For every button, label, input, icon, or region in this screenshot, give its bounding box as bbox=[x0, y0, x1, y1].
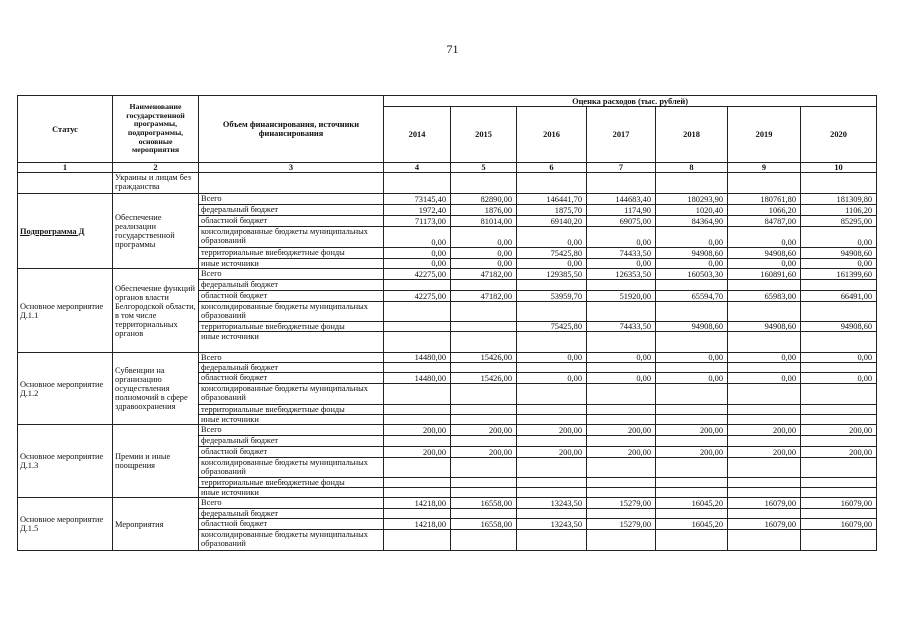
value-cell: 0,00 bbox=[801, 227, 877, 248]
value-cell bbox=[451, 322, 517, 332]
source-label: территориальные внебюджетные фонды bbox=[199, 405, 384, 415]
value-cell: 0,00 bbox=[517, 259, 587, 269]
column-number-9: 10 bbox=[801, 163, 877, 173]
column-number-4: 5 bbox=[451, 163, 517, 173]
value-cell: 0,00 bbox=[801, 353, 877, 363]
value-cell: 74433,50 bbox=[587, 322, 656, 332]
value-cell bbox=[656, 384, 728, 405]
value-cell bbox=[587, 458, 656, 478]
source-label: консолидированные бюджеты муниципальных образований bbox=[199, 302, 384, 322]
column-number-5: 6 bbox=[517, 163, 587, 173]
value-cell: 161399,60 bbox=[801, 269, 877, 280]
value-cell bbox=[801, 458, 877, 478]
column-number-6: 7 bbox=[587, 163, 656, 173]
value-cell bbox=[384, 478, 451, 488]
value-cell bbox=[656, 458, 728, 478]
value-cell bbox=[587, 405, 656, 415]
value-cell: 180293,90 bbox=[656, 194, 728, 205]
value-cell: 65983,00 bbox=[728, 291, 801, 302]
value-cell bbox=[451, 509, 517, 519]
source-label: областной бюджет bbox=[199, 373, 384, 384]
value-cell: 200,00 bbox=[517, 447, 587, 458]
value-cell bbox=[517, 363, 587, 373]
table-row bbox=[18, 269, 877, 280]
source-label: иные источники bbox=[199, 332, 384, 353]
value-cell bbox=[587, 530, 656, 551]
value-cell bbox=[801, 332, 877, 353]
value-cell: 81014,00 bbox=[451, 216, 517, 227]
value-cell bbox=[451, 458, 517, 478]
column-number-1: 2 bbox=[113, 163, 199, 173]
source-label: консолидированные бюджеты муниципальных образований bbox=[199, 458, 384, 478]
value-cell bbox=[517, 478, 587, 488]
value-cell bbox=[451, 384, 517, 405]
value-cell: 160503,30 bbox=[656, 269, 728, 280]
value-cell: 74433,50 bbox=[587, 248, 656, 259]
source-label: Всего bbox=[199, 269, 384, 280]
header-volume: Объем финансирования, источники финансирования bbox=[199, 96, 384, 163]
value-cell bbox=[656, 509, 728, 519]
value-cell: 0,00 bbox=[384, 227, 451, 248]
value-cell: 0,00 bbox=[656, 373, 728, 384]
value-cell: 0,00 bbox=[451, 227, 517, 248]
value-cell bbox=[517, 415, 587, 425]
value-cell bbox=[728, 509, 801, 519]
value-cell: 65594,70 bbox=[656, 291, 728, 302]
value-cell bbox=[728, 332, 801, 353]
value-cell: 0,00 bbox=[801, 373, 877, 384]
value-cell: 47182,00 bbox=[451, 269, 517, 280]
value-cell bbox=[451, 415, 517, 425]
value-cell: 1106,20 bbox=[801, 205, 877, 216]
expenditure-table bbox=[17, 95, 877, 551]
value-cell bbox=[656, 478, 728, 488]
value-cell bbox=[384, 488, 451, 498]
value-cell bbox=[517, 509, 587, 519]
value-cell: 0,00 bbox=[384, 259, 451, 269]
value-cell: 16045,20 bbox=[656, 519, 728, 530]
value-cell: 0,00 bbox=[587, 373, 656, 384]
source-label: Всего bbox=[199, 498, 384, 509]
value-cell bbox=[451, 530, 517, 551]
value-cell: 84787,00 bbox=[728, 216, 801, 227]
value-cell: 14480,00 bbox=[384, 373, 451, 384]
source-label: областной бюджет bbox=[199, 216, 384, 227]
source-label: иные источники bbox=[199, 488, 384, 498]
value-cell: 200,00 bbox=[451, 447, 517, 458]
value-cell: 94908,60 bbox=[801, 248, 877, 259]
value-cell bbox=[384, 509, 451, 519]
value-cell: 0,00 bbox=[728, 227, 801, 248]
value-cell bbox=[451, 488, 517, 498]
source-label: федеральный бюджет bbox=[199, 509, 384, 519]
value-cell: 200,00 bbox=[587, 447, 656, 458]
value-cell bbox=[384, 363, 451, 373]
value-cell: 0,00 bbox=[728, 259, 801, 269]
value-cell: 14480,00 bbox=[384, 353, 451, 363]
column-number-0: 1 bbox=[18, 163, 113, 173]
value-cell bbox=[728, 488, 801, 498]
value-cell: 16045,20 bbox=[656, 498, 728, 509]
value-cell: 0,00 bbox=[728, 353, 801, 363]
value-cell: 14218,00 bbox=[384, 519, 451, 530]
source-label: консолидированные бюджеты муниципальных образований bbox=[199, 384, 384, 405]
value-cell: 0,00 bbox=[728, 373, 801, 384]
value-cell bbox=[587, 332, 656, 353]
value-cell bbox=[587, 436, 656, 447]
value-cell bbox=[656, 415, 728, 425]
value-cell bbox=[451, 280, 517, 291]
value-cell bbox=[801, 384, 877, 405]
value-cell bbox=[801, 488, 877, 498]
value-cell bbox=[801, 302, 877, 322]
table-row bbox=[18, 194, 877, 205]
block-name: Субвенции на организацию осуществления полномочий в сфере здравоохранения bbox=[113, 353, 199, 425]
value-cell: 0,00 bbox=[656, 353, 728, 363]
year-header-3: 2017 bbox=[587, 107, 656, 163]
value-cell: 0,00 bbox=[517, 373, 587, 384]
value-cell: 200,00 bbox=[801, 447, 877, 458]
value-cell bbox=[451, 302, 517, 322]
block-status: Основное мероприятие Д.1.1 bbox=[18, 269, 113, 353]
value-cell bbox=[728, 478, 801, 488]
block-name: Обеспечение реализации государственной программы bbox=[113, 194, 199, 269]
value-cell bbox=[728, 405, 801, 415]
value-cell: 94908,60 bbox=[801, 322, 877, 332]
value-cell: 0,00 bbox=[517, 227, 587, 248]
value-cell: 146441,70 bbox=[517, 194, 587, 205]
value-cell: 200,00 bbox=[384, 425, 451, 436]
source-label: территориальные внебюджетные фонды bbox=[199, 478, 384, 488]
value-cell bbox=[656, 436, 728, 447]
value-cell bbox=[656, 280, 728, 291]
value-cell: 42275,00 bbox=[384, 291, 451, 302]
value-cell: 16079,00 bbox=[728, 519, 801, 530]
value-cell bbox=[728, 415, 801, 425]
value-cell: 1972,40 bbox=[384, 205, 451, 216]
value-cell: 0,00 bbox=[451, 248, 517, 259]
value-cell: 200,00 bbox=[451, 425, 517, 436]
source-label: консолидированные бюджеты муниципальных образований bbox=[199, 530, 384, 551]
header-name: Наименование государственной программы, подпрограммы, основные мероприятия bbox=[113, 96, 199, 163]
value-cell: 0,00 bbox=[517, 353, 587, 363]
source-label: территориальные внебюджетные фонды bbox=[199, 322, 384, 332]
header-status: Статус bbox=[18, 96, 113, 163]
value-cell bbox=[587, 415, 656, 425]
block-status: Основное мероприятие Д.1.5 bbox=[18, 498, 113, 551]
value-cell: 75425,80 bbox=[517, 322, 587, 332]
source-label: Всего bbox=[199, 425, 384, 436]
value-cell: 181309,80 bbox=[801, 194, 877, 205]
value-cell: 200,00 bbox=[728, 447, 801, 458]
value-cell: 200,00 bbox=[517, 425, 587, 436]
value-cell bbox=[656, 405, 728, 415]
value-cell bbox=[728, 280, 801, 291]
value-cell bbox=[517, 458, 587, 478]
value-cell bbox=[517, 488, 587, 498]
value-cell: 200,00 bbox=[656, 447, 728, 458]
column-number-2: 3 bbox=[199, 163, 384, 173]
value-cell bbox=[587, 488, 656, 498]
value-cell bbox=[728, 384, 801, 405]
value-cell bbox=[451, 363, 517, 373]
table-row bbox=[18, 353, 877, 363]
value-cell bbox=[587, 509, 656, 519]
value-cell: 13243,50 bbox=[517, 519, 587, 530]
value-cell bbox=[451, 478, 517, 488]
value-cell: 16558,00 bbox=[451, 498, 517, 509]
value-cell: 66491,00 bbox=[801, 291, 877, 302]
source-label: иные источники bbox=[199, 415, 384, 425]
value-cell bbox=[801, 415, 877, 425]
source-label: территориальные внебюджетные фонды bbox=[199, 248, 384, 259]
value-cell bbox=[728, 436, 801, 447]
value-cell: 13243,50 bbox=[517, 498, 587, 509]
value-cell bbox=[384, 415, 451, 425]
value-cell: 94908,60 bbox=[656, 322, 728, 332]
value-cell: 51920,00 bbox=[587, 291, 656, 302]
block-name: Обеспечение функций органов власти Белгородской области, в том числе территориальных органов bbox=[113, 269, 199, 353]
source-label: областной бюджет bbox=[199, 519, 384, 530]
source-label: консолидированные бюджеты муниципальных образований bbox=[199, 227, 384, 248]
value-cell bbox=[587, 363, 656, 373]
value-cell: 200,00 bbox=[384, 447, 451, 458]
year-header-4: 2018 bbox=[656, 107, 728, 163]
value-cell bbox=[801, 530, 877, 551]
source-label: Всего bbox=[199, 194, 384, 205]
value-cell bbox=[801, 405, 877, 415]
block-status: Основное мероприятие Д.1.3 bbox=[18, 425, 113, 498]
value-cell bbox=[656, 530, 728, 551]
value-cell bbox=[656, 302, 728, 322]
value-cell: 94908,60 bbox=[728, 248, 801, 259]
value-cell bbox=[384, 302, 451, 322]
value-cell: 84364,90 bbox=[656, 216, 728, 227]
value-cell bbox=[801, 478, 877, 488]
value-cell: 126353,50 bbox=[587, 269, 656, 280]
column-number-8: 9 bbox=[728, 163, 801, 173]
value-cell: 14218,00 bbox=[384, 498, 451, 509]
value-cell bbox=[587, 280, 656, 291]
source-label: федеральный бюджет bbox=[199, 363, 384, 373]
page-number: 71 bbox=[446, 42, 459, 56]
value-cell: 0,00 bbox=[656, 227, 728, 248]
value-cell: 1875,70 bbox=[517, 205, 587, 216]
value-cell: 73145,40 bbox=[384, 194, 451, 205]
value-cell: 42275,00 bbox=[384, 269, 451, 280]
value-cell bbox=[384, 332, 451, 353]
value-cell: 47182,00 bbox=[451, 291, 517, 302]
source-label: Всего bbox=[199, 353, 384, 363]
value-cell bbox=[801, 280, 877, 291]
value-cell bbox=[517, 405, 587, 415]
value-cell bbox=[384, 458, 451, 478]
value-cell bbox=[517, 332, 587, 353]
value-cell: 75425,80 bbox=[517, 248, 587, 259]
value-cell: 15426,00 bbox=[451, 373, 517, 384]
value-cell: 16079,00 bbox=[801, 498, 877, 509]
source-label: федеральный бюджет bbox=[199, 205, 384, 216]
value-cell: 1066,20 bbox=[728, 205, 801, 216]
table-row bbox=[18, 498, 877, 509]
value-cell: 0,00 bbox=[587, 259, 656, 269]
value-cell: 129385,50 bbox=[517, 269, 587, 280]
source-label: областной бюджет bbox=[199, 291, 384, 302]
table-row bbox=[18, 425, 877, 436]
value-cell: 16079,00 bbox=[728, 498, 801, 509]
year-header-5: 2019 bbox=[728, 107, 801, 163]
value-cell bbox=[587, 384, 656, 405]
value-cell bbox=[384, 280, 451, 291]
value-cell bbox=[656, 488, 728, 498]
value-cell: 0,00 bbox=[656, 259, 728, 269]
value-cell bbox=[384, 405, 451, 415]
value-cell bbox=[517, 302, 587, 322]
header-estimate: Оценка расходов (тыс. рублей) bbox=[384, 96, 877, 107]
value-cell: 160891,60 bbox=[728, 269, 801, 280]
value-cell bbox=[451, 332, 517, 353]
value-cell: 180761,80 bbox=[728, 194, 801, 205]
value-cell: 0,00 bbox=[587, 353, 656, 363]
cont-name: Украины и лицам без гражданства bbox=[113, 173, 199, 194]
value-cell bbox=[801, 436, 877, 447]
value-cell: 71173,00 bbox=[384, 216, 451, 227]
block-name: Мероприятия bbox=[113, 498, 199, 551]
value-cell: 85295,00 bbox=[801, 216, 877, 227]
value-cell bbox=[656, 332, 728, 353]
value-cell bbox=[587, 302, 656, 322]
value-cell bbox=[451, 405, 517, 415]
value-cell: 1020,40 bbox=[656, 205, 728, 216]
column-number-7: 8 bbox=[656, 163, 728, 173]
value-cell bbox=[451, 436, 517, 447]
cont-status bbox=[18, 173, 113, 194]
year-header-2: 2016 bbox=[517, 107, 587, 163]
value-cell bbox=[517, 280, 587, 291]
value-cell bbox=[384, 436, 451, 447]
value-cell: 0,00 bbox=[587, 227, 656, 248]
source-label: областной бюджет bbox=[199, 447, 384, 458]
value-cell bbox=[517, 530, 587, 551]
value-cell bbox=[384, 384, 451, 405]
value-cell: 53959,70 bbox=[517, 291, 587, 302]
value-cell: 15426,00 bbox=[451, 353, 517, 363]
source-label: федеральный бюджет bbox=[199, 436, 384, 447]
year-header-1: 2015 bbox=[451, 107, 517, 163]
column-number-3: 4 bbox=[384, 163, 451, 173]
value-cell: 0,00 bbox=[801, 259, 877, 269]
value-cell: 0,00 bbox=[451, 259, 517, 269]
value-cell: 200,00 bbox=[728, 425, 801, 436]
value-cell: 94908,60 bbox=[728, 322, 801, 332]
value-cell: 200,00 bbox=[656, 425, 728, 436]
value-cell bbox=[728, 363, 801, 373]
value-cell: 69140,20 bbox=[517, 216, 587, 227]
block-status: Основное мероприятие Д.1.2 bbox=[18, 353, 113, 425]
value-cell bbox=[728, 302, 801, 322]
year-header-6: 2020 bbox=[801, 107, 877, 163]
value-cell: 69075,00 bbox=[587, 216, 656, 227]
value-cell: 16558,00 bbox=[451, 519, 517, 530]
value-cell bbox=[801, 363, 877, 373]
value-cell bbox=[801, 509, 877, 519]
value-cell: 94908,60 bbox=[656, 248, 728, 259]
value-cell: 200,00 bbox=[587, 425, 656, 436]
value-cell bbox=[656, 363, 728, 373]
source-label: федеральный бюджет bbox=[199, 280, 384, 291]
value-cell: 16079,00 bbox=[801, 519, 877, 530]
year-header-0: 2014 bbox=[384, 107, 451, 163]
value-cell: 1174,90 bbox=[587, 205, 656, 216]
value-cell bbox=[384, 322, 451, 332]
value-cell: 200,00 bbox=[801, 425, 877, 436]
value-cell: 15279,00 bbox=[587, 498, 656, 509]
value-cell bbox=[728, 530, 801, 551]
value-cell bbox=[517, 384, 587, 405]
source-label: иные источники bbox=[199, 259, 384, 269]
value-cell: 0,00 bbox=[384, 248, 451, 259]
value-cell: 15279,00 bbox=[587, 519, 656, 530]
block-name: Премии и иные поощрения bbox=[113, 425, 199, 498]
value-cell: 1876,00 bbox=[451, 205, 517, 216]
block-status: Подпрограмма Д bbox=[18, 194, 113, 269]
value-cell bbox=[587, 478, 656, 488]
value-cell bbox=[728, 458, 801, 478]
value-cell: 144683,40 bbox=[587, 194, 656, 205]
value-cell: 82890,00 bbox=[451, 194, 517, 205]
value-cell bbox=[517, 436, 587, 447]
value-cell bbox=[384, 530, 451, 551]
